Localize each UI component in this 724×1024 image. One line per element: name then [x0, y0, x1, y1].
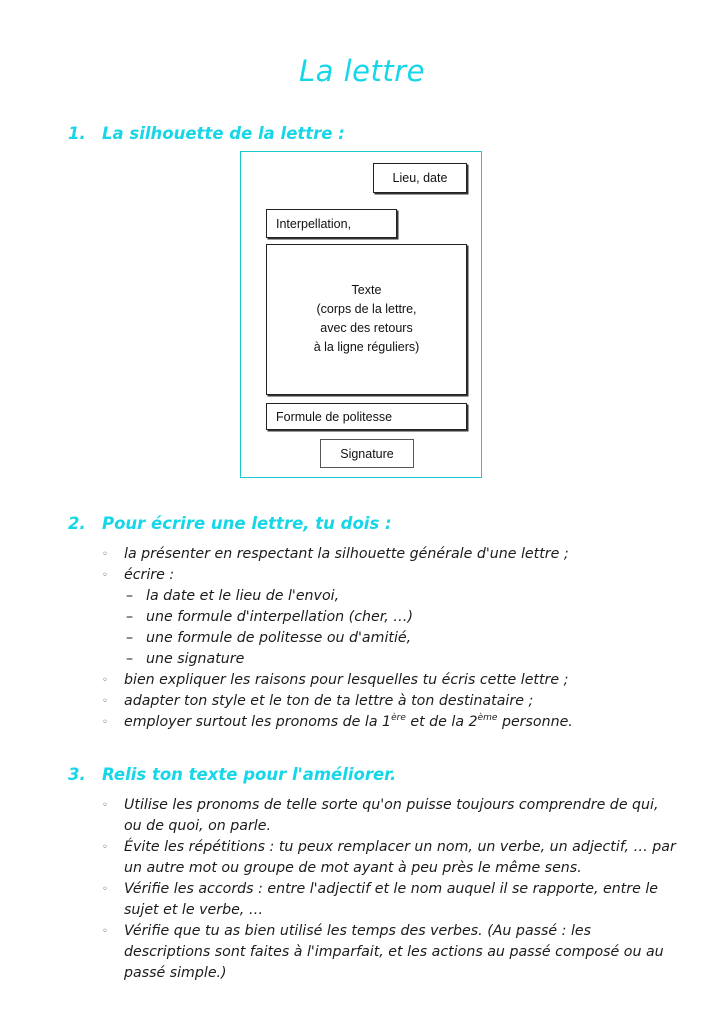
section-2-number: 2. [68, 514, 86, 533]
list-item [100, 795, 680, 837]
list-item [100, 565, 680, 670]
sub-list-item-text: une formule de politesse ou d'amitié, [146, 630, 412, 646]
bullet-icon: ◦ [102, 696, 108, 707]
formule-box [266, 403, 467, 430]
section-2-heading [68, 514, 392, 533]
list-item-text: Utilise les pronoms de telle sorte qu'on puisse toujours comprendre de qui, ou de quoi, on parle. [124, 797, 659, 834]
bullet-icon: ◦ [102, 675, 108, 686]
dash-icon: – [126, 588, 134, 604]
bullet-icon: ◦ [102, 717, 108, 728]
bullet-icon: ◦ [102, 570, 108, 581]
superscript: ère [391, 713, 406, 723]
texte-line-1: Texte [351, 283, 382, 297]
texte-line-4: à la ligne réguliers) [313, 340, 420, 354]
list-item [100, 921, 680, 984]
lieu-date-label: Lieu, date [392, 171, 448, 185]
list-item [100, 712, 680, 733]
texte-line-3: avec des retours [320, 321, 413, 335]
list-item-text: personne. [497, 714, 573, 730]
interpellation-box [266, 209, 397, 238]
bullet-icon: ◦ [102, 800, 108, 811]
section-3-list [100, 795, 680, 984]
section-2-title: Pour écrire une lettre, tu dois : [102, 514, 392, 533]
bullet-icon: ◦ [102, 884, 108, 895]
section-1-heading [68, 124, 345, 143]
section-3-number: 3. [68, 765, 86, 784]
dash-icon: – [126, 609, 134, 625]
list-item-text: Évite les répétitions : tu peux remplacer un nom, un verbe, un adjectif, … par un autre mot ou groupe de mot ayant à peu près le même sens. [124, 839, 676, 876]
sub-list-item-text: la date et le lieu de l'envoi, [146, 588, 340, 604]
list-item-text: la présenter en respectant la silhouette générale d'une lettre ; [124, 546, 569, 562]
sub-list [124, 586, 680, 670]
signature-box [320, 439, 414, 468]
sub-list-item [124, 607, 680, 628]
list-item [100, 544, 680, 565]
list-item [100, 691, 680, 712]
texte-box [266, 244, 467, 395]
list-item [100, 879, 680, 921]
bullet-icon: ◦ [102, 842, 108, 853]
page-title: La lettre [298, 54, 426, 88]
interpellation-label: Interpellation, [276, 217, 352, 231]
lieu-date-box [373, 163, 467, 193]
section-3-heading [68, 765, 396, 784]
dash-icon: – [126, 651, 134, 667]
section-1-number: 1. [68, 124, 86, 143]
bullet-icon: ◦ [102, 926, 108, 937]
list-item-text: et de la 2 [405, 714, 478, 730]
list-item [100, 670, 680, 691]
superscript: ème [477, 713, 498, 723]
list-item-text: Vérifie que tu as bien utilisé les temps des verbes. (Au passé : les descriptions sont faites à l'imparfait, et les actions au passé composé ou au passé simple.) [124, 923, 664, 981]
list-item-text: bien expliquer les raisons pour lesquelles tu écris cette lettre ; [124, 672, 569, 688]
list-item [100, 837, 680, 879]
dash-icon: – [126, 630, 134, 646]
sub-list-item-text: une signature [146, 651, 245, 667]
list-item-text: employer surtout les pronoms de la 1 [124, 714, 392, 730]
section-3-title: Relis ton texte pour l'améliorer. [102, 765, 397, 784]
texte-line-2: (corps de la lettre, [316, 302, 417, 316]
list-item-text: Vérifie les accords : entre l'adjectif et le nom auquel il se rapporte, entre le sujet et le verbe, … [124, 881, 658, 918]
formule-label: Formule de politesse [276, 410, 393, 424]
list-item-text: adapter ton style et le ton de ta lettre à ton destinataire ; [124, 693, 534, 709]
section-2-list [100, 544, 680, 733]
section-1-title: La silhouette de la lettre : [102, 124, 345, 143]
list-item-text: écrire : [124, 567, 175, 583]
bullet-icon: ◦ [102, 549, 108, 560]
sub-list-item-text: une formule d'interpellation (cher, …) [146, 609, 414, 625]
sub-list-item [124, 649, 680, 670]
sub-list-item [124, 586, 680, 607]
sub-list-item [124, 628, 680, 649]
signature-label: Signature [340, 447, 394, 461]
